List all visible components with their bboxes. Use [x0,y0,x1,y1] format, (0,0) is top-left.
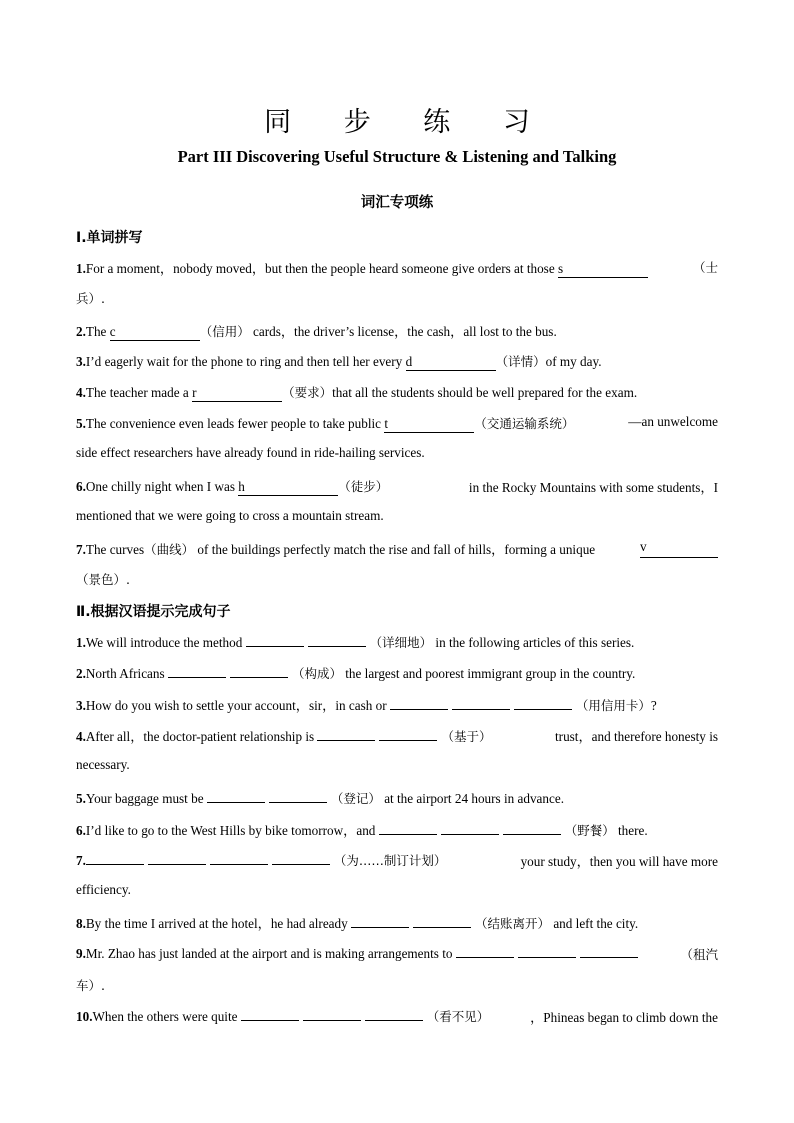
page-subtitle: Part III Discovering Useful Structure & Listening and Talking [177,147,617,166]
answer-blank[interactable] [272,852,330,865]
answer-blank[interactable] [317,728,375,741]
answer-blank[interactable]: t [384,416,474,433]
answer-blank[interactable] [379,822,437,835]
answer-blank[interactable] [241,1008,299,1021]
p2-item-10: 10.When the others were quite （看不见） ，Phineas began to climb down the [76,1009,718,1025]
answer-blank[interactable]: s [558,261,648,278]
p1-item-7: 7.The curves（曲线） of the buildings perfectly match the rise and fall of hills，forming a unique v [76,539,718,558]
answer-blank[interactable] [452,697,510,710]
answer-blank[interactable] [168,665,226,678]
p2-item-9-cont: 车）. [76,978,105,993]
p1-item-1: 1.For a moment，nobody moved，but then the people heard someone give orders at those s （士 [76,260,718,276]
p2-item-8: 8.By the time I arrived at the hotel，he had already （结账离开） and left the city. [76,916,639,931]
section-title: 词汇专项练 [360,195,434,211]
answer-blank[interactable] [246,634,304,647]
p1-item-5: 5.The convenience even leads fewer people to take public t （交通运输系统） —an unwelcome [76,414,718,431]
part1-heading: Ⅰ.单词拼写 [76,230,143,246]
page-title: 同 步 练 习 [264,107,552,138]
answer-blank[interactable] [148,852,206,865]
p1-item-5-cont: side effect researchers have already found in ride-hailing services. [76,445,425,460]
answer-blank[interactable] [86,852,144,865]
answer-blank[interactable] [441,822,499,835]
p2-item-7-cont: efficiency. [76,882,131,897]
p1-item-6: 6.One chilly night when I was h （徒步） in the Rocky Mountains with some students，I [76,479,718,495]
answer-blank[interactable] [580,945,638,958]
answer-blank[interactable]: h [238,479,338,496]
answer-blank[interactable]: c [110,324,200,341]
answer-blank[interactable]: v [640,539,718,558]
p2-item-4: 4.After all，the doctor-patient relationship is （基于） trust，and therefore honesty is [76,729,718,744]
answer-blank[interactable] [379,728,437,741]
answer-blank[interactable]: r [192,385,282,402]
p1-item-7-cont: （景色）. [76,572,130,587]
p2-item-6: 6.I’d like to go to the West Hills by bike tomorrow，and （野餐） there. [76,823,648,838]
answer-blank[interactable] [514,697,572,710]
answer-blank[interactable] [351,915,409,928]
answer-blank[interactable] [365,1008,423,1021]
answer-blank[interactable] [269,790,327,803]
answer-blank[interactable] [503,822,561,835]
p1-item-3: 3.I’d eagerly wait for the phone to ring and then tell her every d （详情）of my day. [76,354,602,369]
part2-heading: Ⅱ.根据汉语提示完成句子 [76,604,231,620]
p2-item-3: 3.How do you wish to settle your account，sir，in cash or （用信用卡）? [76,698,657,713]
p2-item-9: 9.Mr. Zhao has just landed at the airport and is making arrangements to （租汽 [76,946,718,962]
answer-blank[interactable] [303,1008,361,1021]
answer-blank[interactable] [413,915,471,928]
p1-item-2: 2.The c （信用） cards，the driver’s license，the cash，all lost to the bus. [76,324,557,339]
p1-item-6-cont: mentioned that we were going to cross a mountain stream. [76,508,384,523]
p2-item-5: 5.Your baggage must be （登记） at the airport 24 hours in advance. [76,791,565,806]
p2-item-2: 2.North Africans （构成） the largest and poorest immigrant group in the country. [76,666,636,681]
answer-blank[interactable] [207,790,265,803]
p1-item-1-cont: 兵）. [76,291,105,306]
answer-blank[interactable]: d [406,354,496,371]
answer-blank[interactable] [518,945,576,958]
p2-item-1: 1.We will introduce the method （详细地） in the following articles of this series. [76,635,635,650]
answer-blank[interactable] [230,665,288,678]
answer-blank[interactable] [456,945,514,958]
answer-blank[interactable] [308,634,366,647]
p2-item-4-cont: necessary. [76,757,130,772]
answer-blank[interactable] [210,852,268,865]
p1-item-4: 4.The teacher made a r （要求）that all the students should be well prepared for the exam. [76,385,638,400]
answer-blank[interactable] [390,697,448,710]
p2-item-7: 7. （为……制订计划） your study，then you will have more [76,853,718,869]
